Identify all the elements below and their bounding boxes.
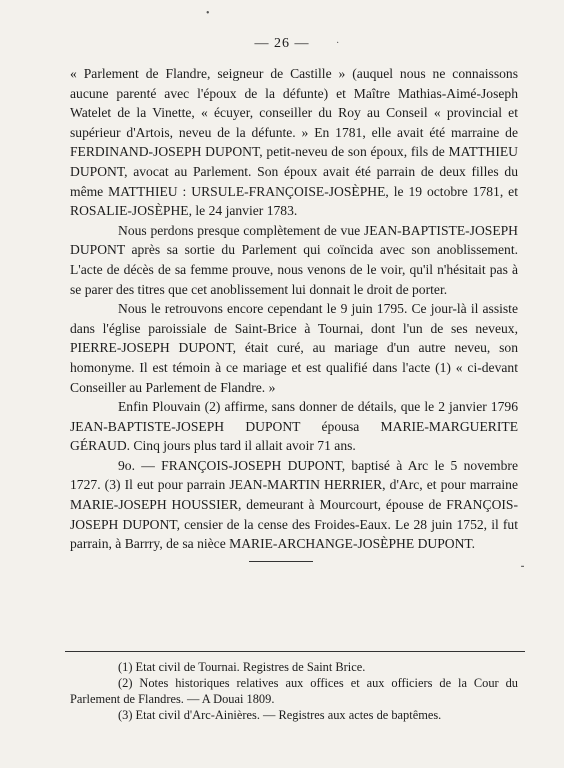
- page-number: — 26 —: [254, 36, 310, 51]
- section-divider: [249, 561, 313, 562]
- paragraph-4: Enfin Plouvain (2) affirme, sans donner de détails, que le 2 janvier 1796 JEAN-BAPTISTE-JOSEPH DUPONT épousa MARIE-MARGUERITE GÉRAUD. Cinq jours plus tard il allait avoir 71 ans.: [70, 399, 518, 454]
- print-speck: ⁃: [520, 562, 525, 573]
- paragraph-3: Nous le retrouvons encore cependant le 9 juin 1795. Ce jour-là il assiste dans l'église paroissiale de Saint-Brice à Tournai, dont l'un de ses neveux, PIERRE-JOSEPH DUPONT, était curé, au mariage d'un autre neveu, son homonyme. Il est témoin à ce mariage et est qualifié dans l'acte (1) « ci-devant Conseiller au Parlement de Flandre. »: [70, 301, 518, 395]
- paragraph-1: « Parlement de Flandre, seigneur de Castille » (auquel nous ne connaissons aucune parenté avec l'époux de la défunte) et Maître Mathias-Aimé-Joseph Watelet de la Vinette, « écuyer, conseiller du Roy au Conseil « provincial et supérieur d'Artois, neveu de la défunte. » En 1781, elle avait été marraine de FERDINAND-JOSEPH DUPONT, petit-neveu de son époux, fils de MATTHIEU DUPONT, avocat au Parlement. Son époux avait été parrain de deux filles du même MATTHIEU : URSULE-FRANÇOISE-JOSÈPHE, le 19 octobre 1781, et ROSALIE-JOSÈPHE, le 24 janvier 1783.: [70, 66, 518, 219]
- footnote-1: (1) Etat civil de Tournai. Registres de Saint Brice.: [118, 660, 366, 674]
- footnote-divider: [65, 651, 525, 652]
- print-speck: ·: [336, 38, 340, 49]
- paragraph-5: 9o. — FRANÇOIS-JOSEPH DUPONT, baptisé à Arc le 5 novembre 1727. (3) Il eut pour parrain JEAN-MARTIN HERRIER, d'Arc, et pour marraine MARIE-JOSEPH HOUSSIER, demeurant à Mourcourt, épouse de FRANÇOIS-JOSEPH DUPONT, censier de la cense des Froides-Eaux. Le 28 juin 1752, il fut parrain, à Barrry, de sa nièce MARIE-ARCHANGE-JOSÈPHE DUPONT.: [70, 457, 518, 552]
- footnote-2: (2) Notes historiques relatives aux offices et aux officiers de la Cour du Parlement de Flandres. — A Douai 1809.: [70, 676, 518, 706]
- footnotes: [70, 659, 518, 723]
- footnote-3: (3) Etat civil d'Arc-Ainières. — Registres aux actes de baptêmes.: [118, 708, 442, 722]
- paragraph-2: Nous perdons presque complètement de vue JEAN-BAPTISTE-JOSEPH DUPONT après sa sortie du Parlement qui coïncida avec son anoblissement. L'acte de décès de sa femme prouve, nous venons de le voir, qu'il n'hésitait pas à se parer des titres que cet anoblissement lui donnait le droit de porter.: [70, 222, 518, 297]
- print-speck: •: [206, 8, 210, 19]
- body-text: [70, 64, 518, 554]
